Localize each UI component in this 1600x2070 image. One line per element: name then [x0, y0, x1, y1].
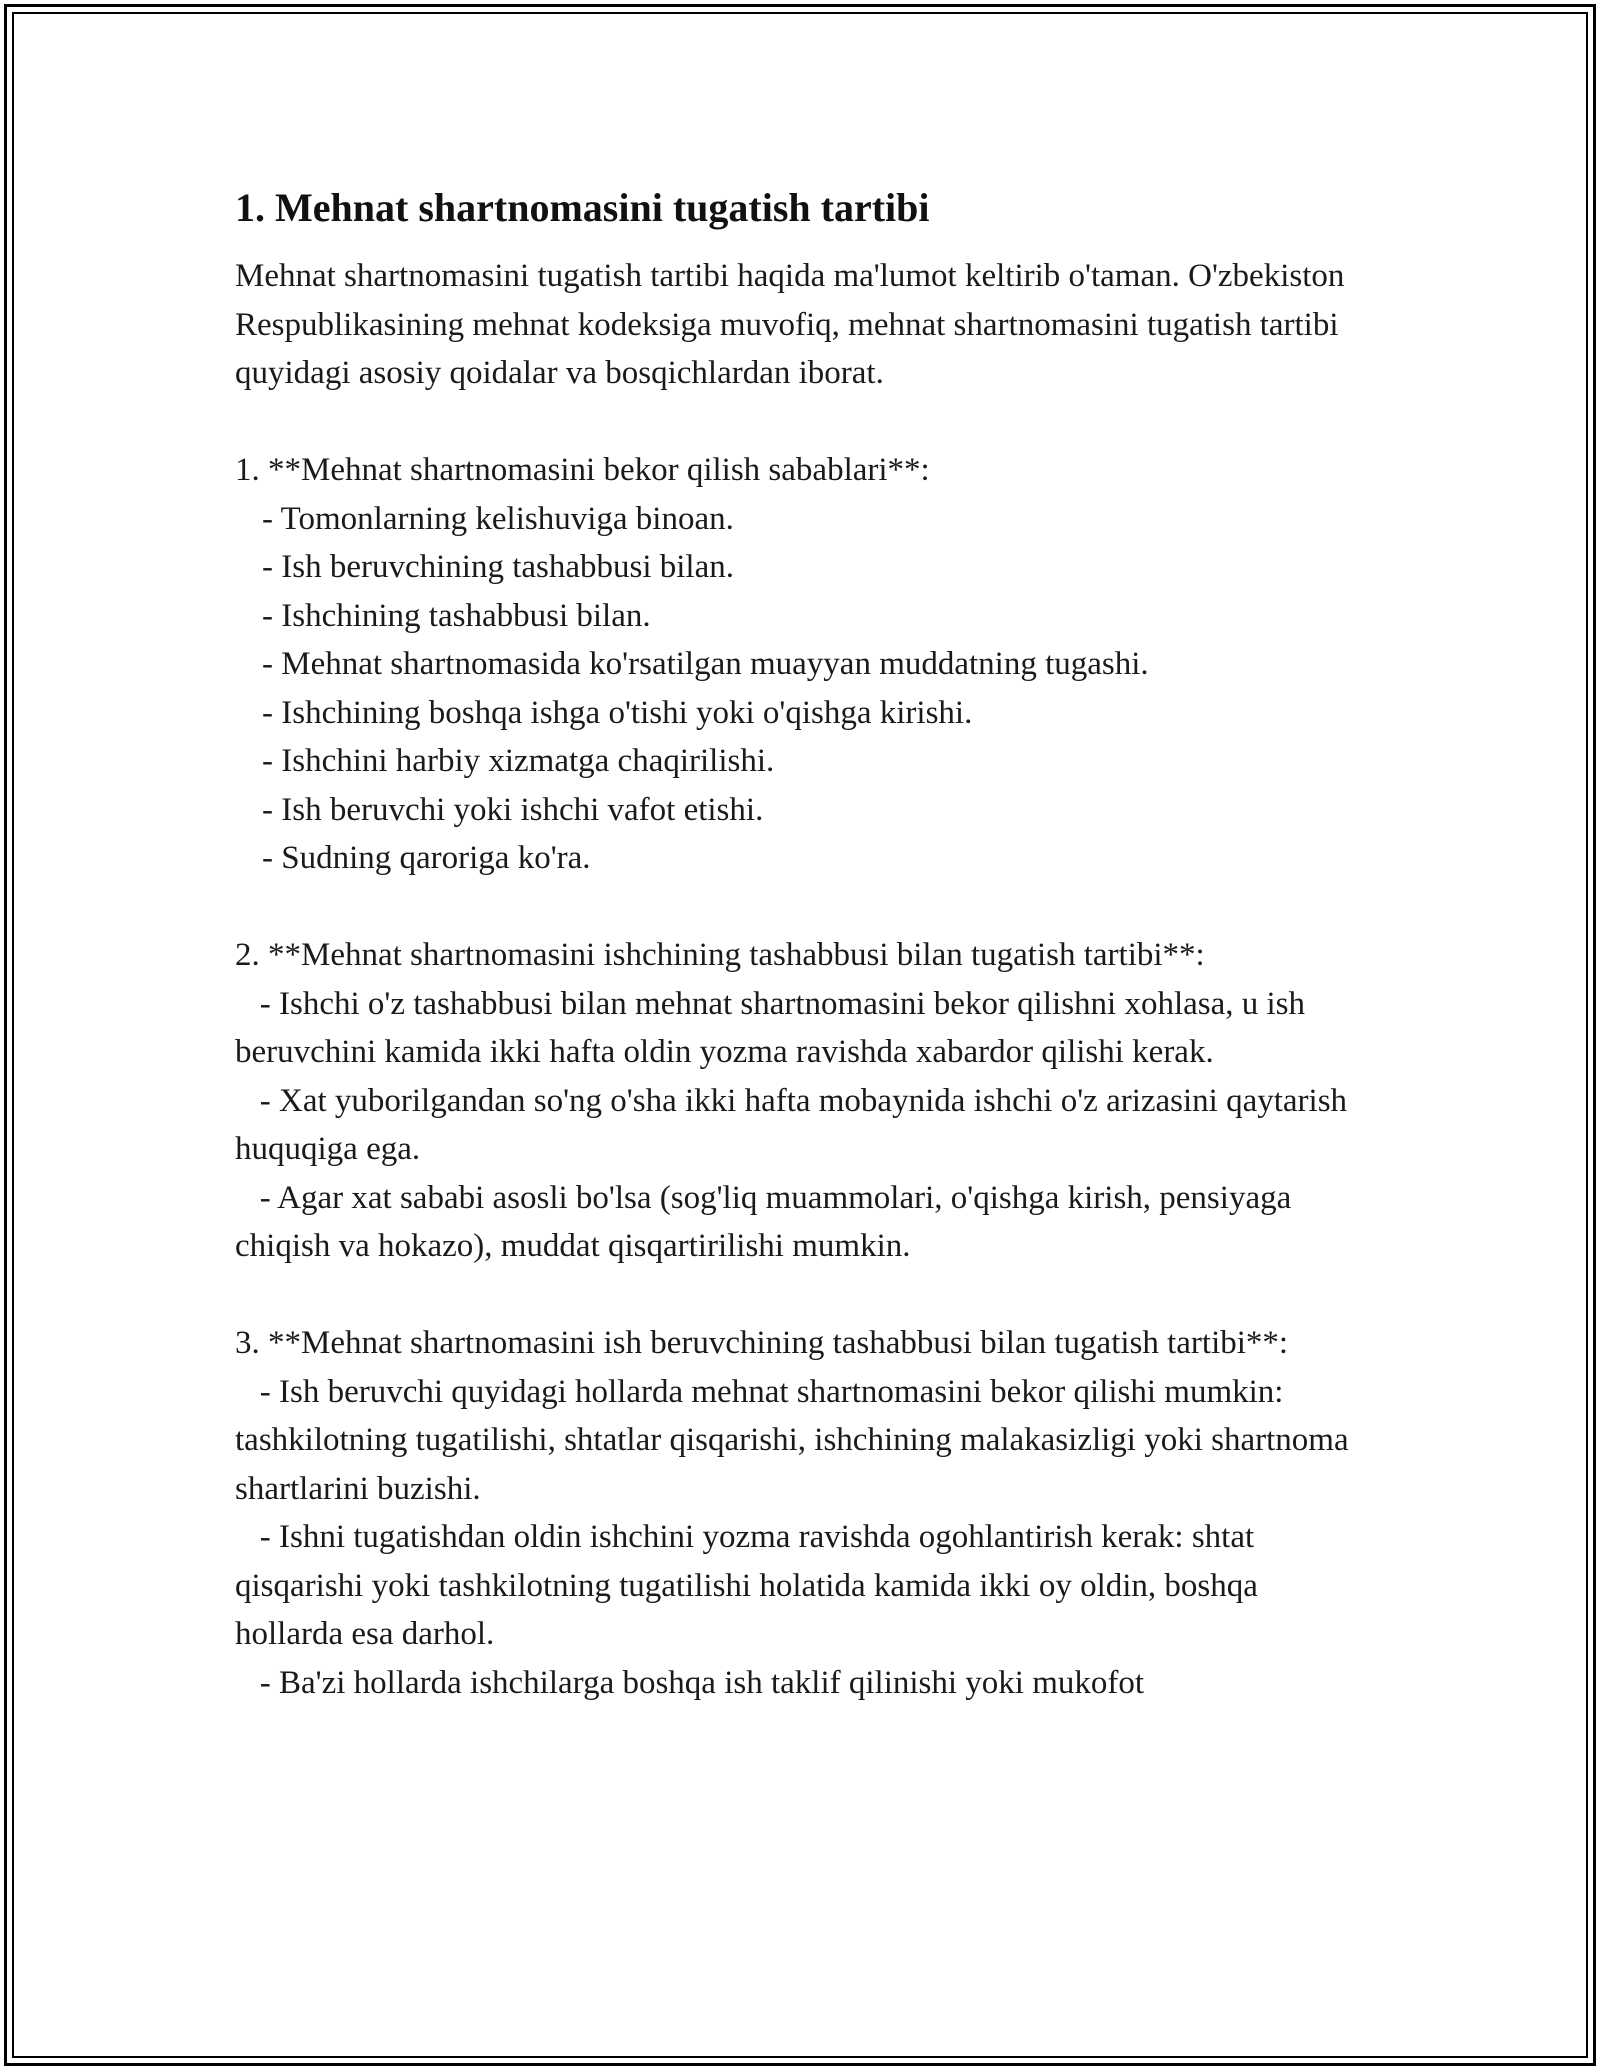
list-item: - Sudning qaroriga ko'ra. [262, 840, 591, 876]
spacer [235, 398, 1365, 447]
document-body [235, 180, 1365, 1707]
list-item: - Ishchining tashabbusi bilan. [262, 597, 651, 634]
list-item-text: - Ish beruvchi quyidagi hollarda mehnat shartnomasini bekor qilishi mumkin: tashkilotning tugatilishi, shtatlar qisqarishi, ishchining malakasizligi yoki shartnoma shartlarini buzishi. [235, 1373, 1357, 1507]
list-item: - Ish beruvchining tashabbusi bilan. [262, 549, 734, 585]
section-heading: 2. **Mehnat shartnomasini ishchining tashabbusi bilan tugatish tartibi**: [235, 937, 1205, 973]
list-item [235, 1368, 1365, 1514]
list-item-text: - Ishchi o'z tashabbusi bilan mehnat shartnomasini bekor qilishni xohlasa, u ish beruvchini kamida ikki hafta oldin yozma ravishda xabardor qilishi kerak. [235, 985, 1314, 1070]
list-item: - Mehnat shartnomasida ko'rsatilgan muayyan muddatning tugashi. [262, 646, 1149, 682]
list-item [235, 1077, 1365, 1174]
list-item: - Ish beruvchi yoki ishchi vafot etishi. [262, 791, 764, 828]
spacer [235, 1271, 1365, 1320]
section-heading: 1. **Mehnat shartnomasini bekor qilish sabablari**: [235, 452, 930, 488]
list-item [235, 1659, 1365, 1708]
list-item: - Ishchining boshqa ishga o'tishi yoki o'qishga kirishi. [262, 694, 973, 731]
list-item-text: - Ba'zi hollarda ishchilarga boshqa ish taklif qilinishi yoki mukofot [259, 1664, 1145, 1701]
list-item [235, 980, 1365, 1077]
list-item [235, 1513, 1365, 1659]
spacer [235, 883, 1365, 932]
list-item: - Tomonlarning kelishuviga binoan. [262, 500, 734, 537]
list-item-text: - Agar xat sababi asosli bo'lsa (sog'liq muammolari, o'qishga kirish, pensiyaga chiqish va hokazo), muddat qisqartirilishi mumkin. [235, 1179, 1300, 1264]
document-title: 1. Mehnat shartnomasini tugatish tartibi [235, 185, 930, 230]
section-heading: 3. **Mehnat shartnomasini ish beruvchining tashabbusi bilan tugatish tartibi**: [235, 1325, 1289, 1361]
intro-paragraph: Mehnat shartnomasini tugatish tartibi haqida ma'lumot keltirib o'taman. O'zbekiston Respublikasining mehnat kodeksiga muvofiq, mehnat shartnomasini tugatish tartibi quyidagi asosiy qoidalar va bosqichlardan iborat. [235, 258, 1353, 391]
list-item-text: - Ishni tugatishdan oldin ishchini yozma ravishda ogohlantirish kerak: shtat qisqarishi yoki tashkilotning tugatilishi holatida kamida ikki oy oldin, boshqa hollarda esa darhol. [235, 1519, 1267, 1652]
list-item: - Ishchini harbiy xizmatga chaqirilishi. [262, 743, 775, 779]
list-item-text: - Xat yuborilgandan so'ng o'sha ikki hafta mobaynida ishchi o'z arizasini qaytarish huquqiga ega. [235, 1082, 1356, 1167]
list-item [235, 1174, 1365, 1271]
